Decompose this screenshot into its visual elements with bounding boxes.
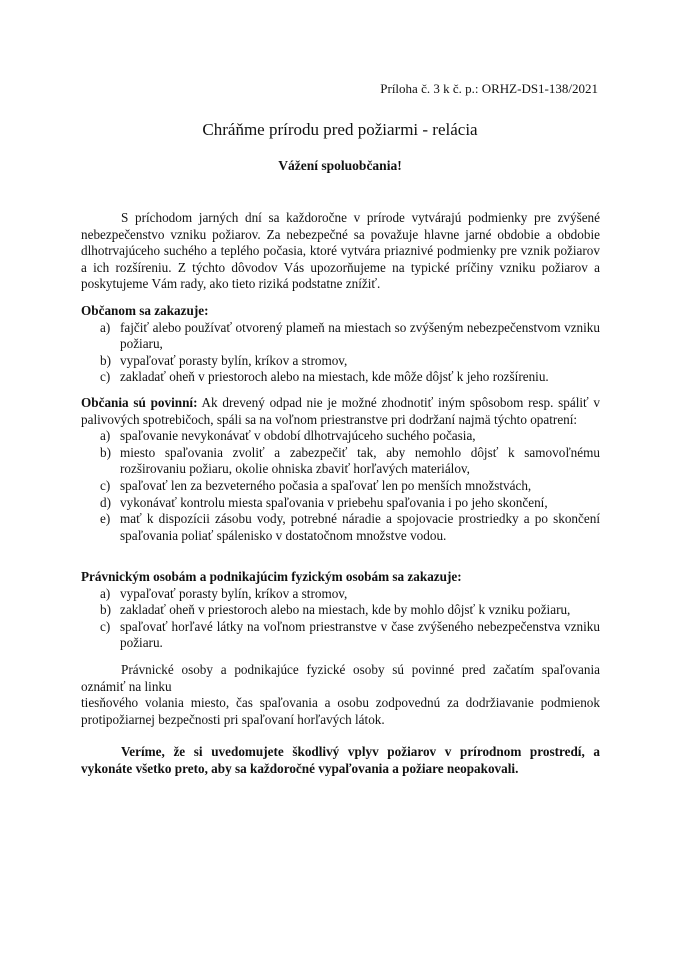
list-item bbox=[81, 586, 600, 603]
list-item bbox=[81, 353, 600, 370]
closing-block bbox=[81, 744, 600, 777]
list-item-text: vypaľovať porasty bylín, kríkov a stromov, bbox=[120, 585, 348, 601]
list-item-text: fajčiť alebo používať otvorený plameň na miestach so zvýšeným nebezpečenstvom vzniku požiaru, bbox=[120, 319, 600, 352]
list-item-text: spaľovať len za bezveterného počasia a spaľovať len po menších množstvách, bbox=[120, 477, 532, 493]
legal-notice-line2: tiesňového volania miesto, čas spaľovania a osobu zodpovednú za dodržiavanie podmienok protipožiarnej bezpečnosti pri spaľovaní horľavých látok. bbox=[81, 695, 600, 727]
list-item-text: vypaľovať porasty bylín, kríkov a stromov, bbox=[120, 352, 348, 368]
obligation-paragraph bbox=[81, 395, 600, 428]
list-marker: c) bbox=[100, 477, 111, 493]
list-item-text: spaľovanie nevykonávať v období dlhotrvajúceho suchého počasia, bbox=[120, 428, 476, 444]
obligation-list bbox=[81, 428, 600, 544]
list-item-text: spaľovať horľavé látky na voľnom priestranstve v čase zvýšeného nebezpečenstva vzniku požiaru. bbox=[120, 618, 600, 651]
list-item-text: mať k dispozícii zásobu vody, potrebné náradie a spojovacie prostriedky a po skončení spaľovania poliať spálenisko v dostatočnom množstve vodou. bbox=[120, 511, 600, 543]
list-item bbox=[81, 511, 600, 544]
page-title: Chráňme prírodu pred požiarmi - relácia bbox=[202, 120, 478, 139]
list-item-text: vykonávať kontrolu miesta spaľovania v priebehu spaľovania i po jeho skončení, bbox=[120, 494, 548, 510]
list-item bbox=[81, 369, 600, 386]
list-marker: b) bbox=[100, 352, 111, 368]
list-item-text: zakladať oheň v priestoroch alebo na miestach, kde môže dôjsť k jeho rozšíreniu. bbox=[120, 369, 549, 385]
section-heading: Občanom sa zakazuje: bbox=[81, 303, 209, 318]
legal-notice-line1: Právnické osoby a podnikajúce fyzické osoby sú povinné pred začatím spaľovania oznámiť na linku bbox=[81, 662, 600, 694]
legal-prohibition-list bbox=[81, 586, 600, 652]
obligation-lead: Ak drevený odpad nie je možné zhodnotiť iným spôsobom resp. spáliť v palivových spotrebičoch, spáli sa na voľnom priestranstve pri dodržaní najmä týchto opatrení: bbox=[81, 395, 600, 427]
list-item bbox=[81, 320, 600, 353]
intro-paragraph-block bbox=[81, 210, 600, 293]
list-marker: c) bbox=[100, 369, 111, 385]
section-citizens-obliged bbox=[81, 395, 600, 544]
list-marker: a) bbox=[100, 428, 111, 444]
list-marker: b) bbox=[100, 444, 111, 460]
section-heading: Občania sú povinní: bbox=[81, 395, 198, 410]
list-marker: e) bbox=[100, 511, 111, 527]
list-marker: b) bbox=[100, 602, 111, 618]
list-item bbox=[81, 478, 600, 495]
list-item bbox=[81, 619, 600, 652]
list-item-text: zakladať oheň v priestoroch alebo na miestach, kde by mohlo dôjsť k vzniku požiaru, bbox=[120, 602, 571, 618]
list-item-text: miesto spaľovania zvoliť a zabezpečiť tak, aby nemohlo dôjsť k samovoľnému rozširovaniu požiaru, okolie ohniska zbaviť horľavých materiálov, bbox=[120, 444, 600, 477]
legal-notice-block bbox=[81, 662, 600, 728]
list-item bbox=[81, 445, 600, 478]
list-marker: a) bbox=[100, 585, 111, 601]
list-marker: c) bbox=[100, 618, 111, 634]
list-item bbox=[81, 495, 600, 512]
list-item bbox=[81, 428, 600, 445]
section-citizens-prohibited bbox=[81, 303, 600, 386]
prohibition-list bbox=[81, 320, 600, 386]
section-legal-prohibited bbox=[81, 569, 600, 652]
closing-paragraph: Veríme, že si uvedomujete škodlivý vplyv požiarov v prírodnom prostredí, a vykonáte všetko preto, aby sa každoročné vypaľovania a požiare neopakovali. bbox=[81, 744, 600, 776]
list-item bbox=[81, 602, 600, 619]
intro-paragraph: S príchodom jarných dní sa každoročne v prírode vytvárajú podmienky pre zvýšené nebezpečenstvo vzniku požiarov. Za nebezpečné sa považuje hlavne jarné obdobie a obdobie dlhotrvajúceho suchého a teplého počasia, ktoré vytvára priaznivé podmienky pre vznik požiarov a ich rozšíreniu. Z týchto dôvodov Vás upozorňujeme na typické príčiny vzniku požiarov a poskytujeme Vám rady, ako tieto riziká podstatne znížiť. bbox=[81, 210, 600, 292]
section-heading: Právnickým osobám a podnikajúcim fyzickým osobám sa zakazuje: bbox=[81, 569, 462, 584]
list-marker: d) bbox=[100, 494, 111, 510]
list-marker: a) bbox=[100, 319, 111, 335]
document-reference: Príloha č. 3 k č. p.: ORHZ-DS1-138/2021 bbox=[380, 81, 598, 96]
salutation: Vážení spoluobčania! bbox=[278, 158, 402, 173]
